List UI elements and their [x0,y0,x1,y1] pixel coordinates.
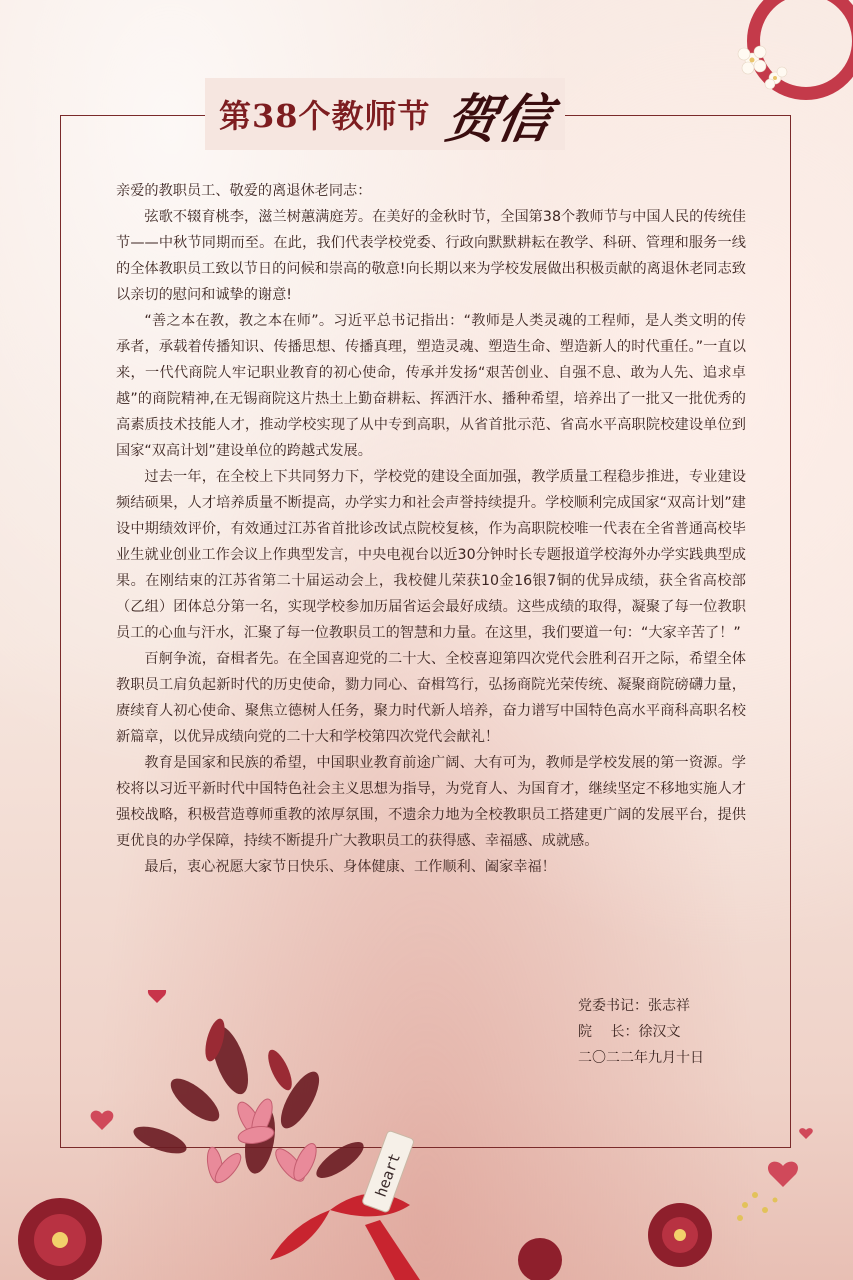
tag-text: heart [371,1150,405,1200]
heart-icon [148,990,166,1003]
letter-paragraph: 最后，衷心祝愿大家节日快乐、身体健康、工作顺利、阖家幸福！ [144,859,556,875]
heart-icon [91,1111,114,1130]
president-line: 院 长：徐汉文 [578,1024,681,1040]
page-title: 第38个教师节 [219,97,431,135]
heart-icon [768,1162,798,1187]
white-flowers-decoration [730,32,800,102]
party-secretary-line: 党委书记：张志祥 [578,998,690,1014]
letter-greeting: 亲爱的教职员工、敬爱的离退休老同志： [116,183,372,199]
date-line: 二〇二二年九月十日 [578,1050,704,1066]
letter-paragraph: 弦歌不辍育桃李，滋兰树蕙满庭芳。在美好的金秋时节，全国第38个教师节与中国人民的传统佳节——中秋节同期而至。在此，我们代表学校党委、行政向默默耕耘在教学、科研、管理和服务一线的全体教职员工致以节日的问候和崇高的敬意!向长期以来为学校发展做出积极贡献的离退休老同志致以亲切的慰问和诚挚的谢意! [116,209,746,303]
heart-icon [799,1128,813,1139]
title-calligraphy: 贺信 [440,88,556,150]
letter-paragraph: 教育是国家和民族的希望，中国职业教育前途广阔、大有可为，教师是学校发展的第一资源。学校将以习近平新时代中国特色社会主义思想为指导，为党育人、为国育才，继续坚定不移地实施人才强校战略，积极营造尊师重教的浓厚氛围，不遗余力地为全校教职员工搭建更广阔的发展平台，提供更优良的办学保障，持续不断提升广大教职员工的获得感、幸福感、成就感。 [116,755,746,849]
title-block [205,78,565,150]
letter-paragraph: 百舸争流，奋楫者先。在全国喜迎党的二十大、全校喜迎第四次党代会胜利召开之际，希望全体教职员工肩负起新时代的历史使命，勠力同心、奋楫笃行，弘扬商院光荣传统、凝聚商院磅礴力量，赓续育人初心使命、聚焦立德树人任务，聚力时代新人培养，奋力谱写中国特色高水平商科高职名校新篇章，以优异成绩向党的二十大和学校第四次党代会献礼！ [116,651,746,745]
flower-bouquet-decoration [0,990,853,1280]
letter-paragraph: 过去一年，在全校上下共同努力下，学校党的建设全面加强，教学质量工程稳步推进，专业建设频结硕果，人才培养质量不断提高，办学实力和社会声誉持续提升。学校顺利完成国家“双高计划”建设中期绩效评价，有效通过江苏省首批诊改试点院校复核，作为高职院校唯一代表在全省普通高校毕业生就业创业工作会议上作典型发言，中央电视台以近30分钟时长专题报道学校海外办学实践典型成果。在刚结束的江苏省第二十届运动会上，我校健儿荣获10金16银7铜的优异成绩，获全省高校部（乙组）团体总分第一名，实现学校参加历届省运会最好成绩。这些成绩的取得，凝聚了每一位教职员工的心血与汗水，汇聚了每一位教职员工的智慧和力量。在这里，我们要道一句：“大家辛苦了！” [116,469,746,641]
letter-paragraph: “善之本在教，教之本在师”。习近平总书记指出：“教师是人类灵魂的工程师，是人类文明的传承者，承载着传播知识、传播思想、传播真理，塑造灵魂、塑造生命、塑造新人的时代重任。”一直以来，一代代商院人牢记职业教育的初心使命，传承并发扬“艰苦创业、自强不息、敢为人先、追求卓越”的商院精神,在无锡商院这片热土上勤奋耕耘、挥洒汗水、播种希望，培养出了一批又一批优秀的高素质技术技能人才，推动学校实现了从中专到高职，从省首批示范、省高水平高职院校建设单位到国家“双高计划”建设单位的跨越式发展。 [116,313,746,459]
letter-body [116,178,746,880]
